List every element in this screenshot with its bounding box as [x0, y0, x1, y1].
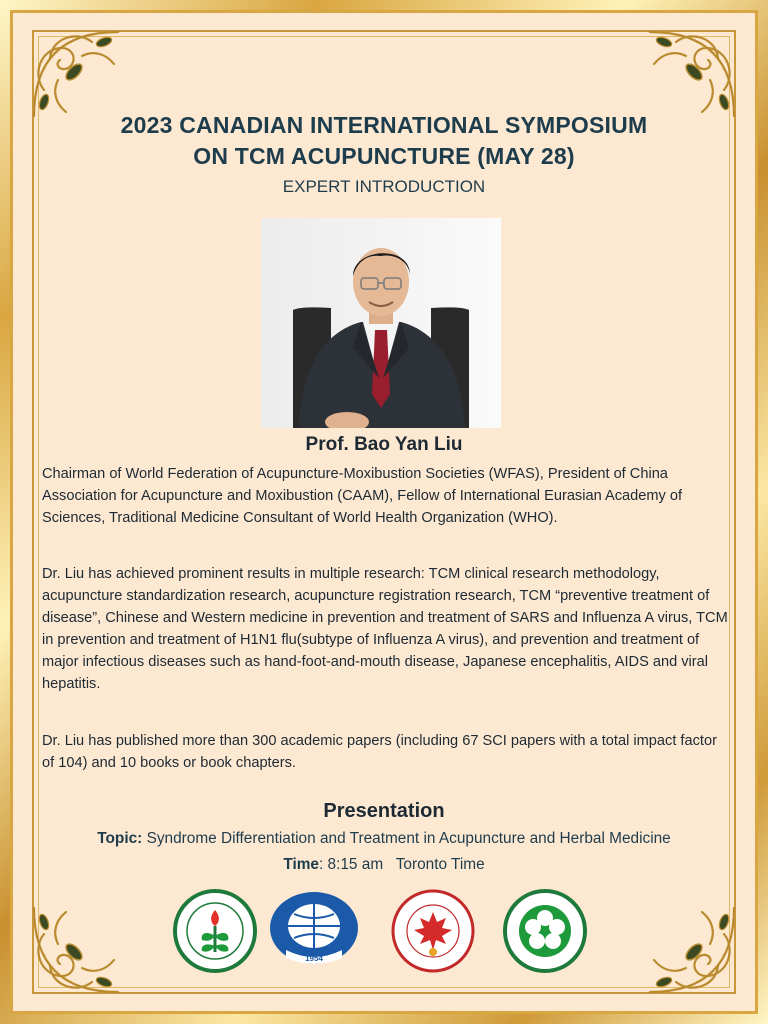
time-label: Time	[283, 856, 319, 873]
university-logo-icon	[268, 888, 360, 974]
symposium-title	[70, 110, 698, 172]
college-logo-icon	[172, 888, 258, 974]
corner-ornament-icon	[22, 894, 132, 1004]
bio-paragraph-3: Dr. Liu has published more than 300 academic papers (including 67 SCI papers with a total impact factor of 104) and 10 books or book chapters.	[42, 733, 717, 771]
expert-portrait	[261, 218, 501, 428]
portrait-illustration	[261, 218, 501, 428]
bio-paragraph-2: Dr. Liu has achieved prominent results in multiple research: TCM clinical research methodology, acupuncture standardization research, acupuncture registration research, TCM “preventive treatment of disease”, Chinese and Western medicine in prevention and treatment of SARS and Influenza A virus, TCM in prevention and treatment of H1N1 flu(subtype of Influenza A virus), and prevention and treatment of major infectious diseases such as hand-foot-and-mouth disease, Japanese encephalitis, AIDS and viral hepatitis.	[42, 566, 728, 692]
alumni-association-logo-icon	[502, 888, 588, 974]
title-line-1: 2023 CANADIAN INTERNATIONAL SYMPOSIUM	[120, 112, 648, 138]
expert-name: Prof. Bao Yan Liu	[305, 434, 463, 455]
topic-label: Topic:	[97, 830, 143, 847]
society-logo-icon	[390, 888, 476, 974]
title-line-2: ON TCM ACUPUNCTURE (MAY 28)	[193, 143, 575, 169]
presentation-topic	[42, 830, 726, 848]
bio-paragraph-1: Chairman of World Federation of Acupuncture-Moxibustion Societies (WFAS), President of China Association for Acupuncture and Moxibustion (CAAM), Fellow of International Eurasian Academy of Sciences, Traditional Medicine Consultant of World Health Organization (WHO).	[42, 466, 683, 526]
time-value: : 8:15 am Toronto Time	[318, 856, 485, 873]
section-subtitle: EXPERT INTRODUCTION	[282, 177, 486, 196]
corner-ornament-icon	[636, 894, 746, 1004]
university-logo-year: 1954	[305, 954, 323, 963]
topic-value: Syndrome Differentiation and Treatment in Acupuncture and Herbal Medicine	[146, 830, 671, 847]
presentation-heading: Presentation	[323, 800, 445, 822]
presentation-time	[70, 856, 698, 874]
